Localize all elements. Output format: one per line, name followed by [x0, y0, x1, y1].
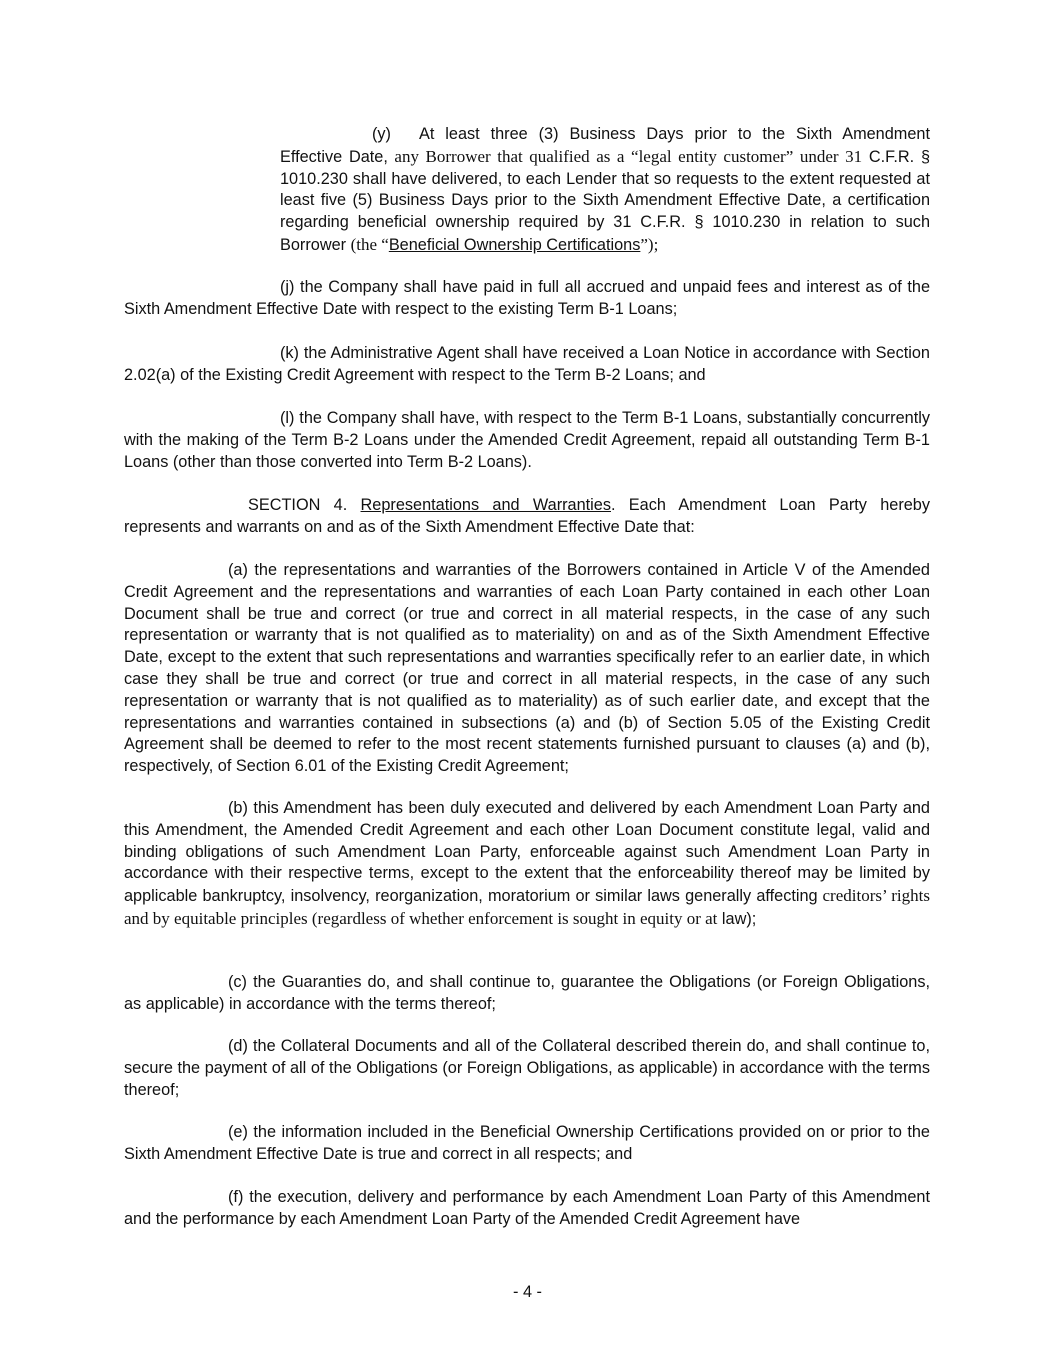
paragraph-b: [124, 798, 930, 931]
section-4-label: SECTION 4.: [248, 496, 361, 514]
paragraph-c: (c) the Guaranties do, and shall continue to, guarantee the Obligations (or Foreign Obligations, as applicable) in accordance with the terms thereof;: [124, 973, 930, 1013]
defined-term-beneficial-ownership: Beneficial Ownership Certifications: [388, 235, 641, 254]
paragraph-y-text-c: C.F.R. § 1010.230 shall have delivered, to each Lender that so requests to the extent requested at least five (5) Business Days prior to the Sixth Amendment Effective Date, a certification regarding beneficial ownership required by 31 C.F.R. § 1010.230 in relation to such Borrower: [280, 147, 930, 254]
section-4-paragraph: [124, 495, 930, 539]
paragraph-y-text-b: any Borrower that qualified as a “legal entity customer” under 31: [387, 146, 863, 166]
page-number: - 4 -: [513, 1283, 542, 1301]
paragraph-l: (l) the Company shall have, with respect to the Term B-1 Loans, substantially concurrently with the making of the Term B-2 Loans under the Amended Credit Agreement, repaid all outstanding Term B-1 Loans (other than those converted into Term B-2 Loans).: [124, 409, 930, 471]
paragraph-a: (a) the representations and warranties of the Borrowers contained in Article V of the Amended Credit Agreement and the representations and warranties of each Loan Party contained in each other Loan Document shall be true and correct (or true and correct in all material respects, in the case of any such representation or warranty that is not qualified as to materiality) on and as of the Sixth Amendment Effective Date, except to the extent that such representations and warranties specifically refer to an earlier date, in which case they shall be true and correct (or true and correct in all material respects, in the case of any such representation or warranty that is not qualified as to materiality) as of such earlier date, and except that the representations and warranties contained in subsections (a) and (b) of Section 5.05 of the Existing Credit Agreement shall be deemed to refer to the most recent statements furnished pursuant to clauses (a) and (b), respectively, of Section 6.01 of the Existing Credit Agreement;: [124, 561, 930, 776]
paragraph-e: (e) the information included in the Beneficial Ownership Certifications provided on or prior to the Sixth Amendment Effective Date is true and correct in all respects; and: [124, 1123, 930, 1163]
paragraph-f: (f) the execution, delivery and performance by each Amendment Loan Party of this Amendment and the performance by each Amendment Loan Party of the Amended Credit Agreement have: [124, 1188, 930, 1228]
paragraph-b-text-a: (b) this Amendment has been duly executed and delivered by each Amendment Loan Party and this Amendment, the Amended Credit Agreement and each other Loan Document constitute legal, valid and binding obligations of such Amendment Loan Party, enforceable against such Amendment Loan Party in accordance with their respective terms, except to the extent that the enforceability thereof may be limited by applicable bankruptcy, insolvency, reorganization, moratorium or similar laws generally affecting: [124, 799, 930, 906]
section-4-heading: Representations and Warranties: [360, 496, 611, 514]
paragraph-b-text-c: law);: [717, 909, 757, 928]
paragraph-d: (d) the Collateral Documents and all of the Collateral described therein do, and shall continue to, secure the payment of all of the Obligations (or Foreign Obligations, as applicable) in accordance with the terms thereof;: [124, 1037, 930, 1099]
paragraph-y: [280, 124, 930, 257]
paragraph-y-text-a: At least three (3) Business Days prior to the Sixth Amendment Effective Date,: [280, 125, 930, 166]
paragraph-y-text-d: (the “: [350, 234, 389, 254]
paragraph-k: (k) the Administrative Agent shall have received a Loan Notice in accordance with Section 2.02(a) of the Existing Credit Agreement with respect to the Term B-2 Loans; and: [124, 344, 930, 384]
paragraph-j: (j) the Company shall have paid in full all accrued and unpaid fees and interest as of the Sixth Amendment Effective Date with respect to the existing Term B-1 Loans;: [124, 278, 930, 318]
paragraph-y-text-e: ”);: [640, 234, 659, 254]
paragraph-b-text-b: creditors’ rights and by equitable principles (regardless of whether enforcement is sought in equity or at: [124, 886, 930, 928]
section-4-text: . Each Amendment Loan Party hereby represents and warrants on and as of the Sixth Amendment Effective Date that:: [124, 496, 930, 536]
paragraph-y-marker: (y): [372, 125, 391, 143]
